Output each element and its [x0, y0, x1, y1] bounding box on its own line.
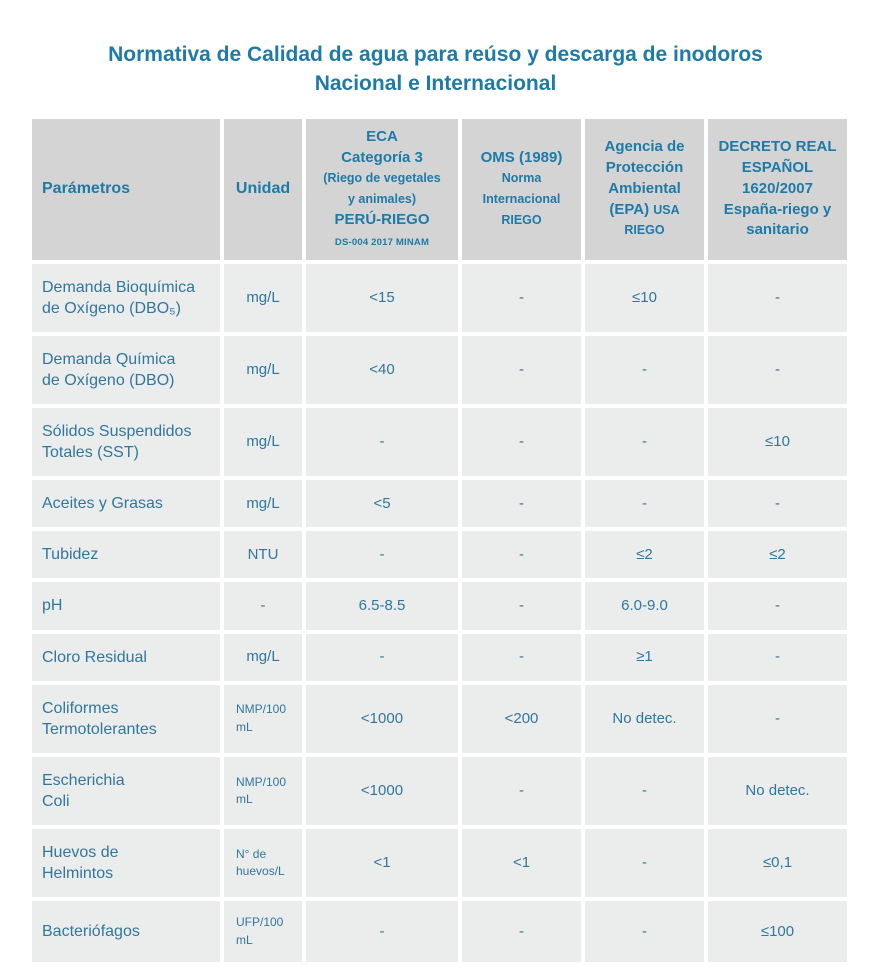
header-line: ECA	[366, 127, 398, 145]
value-cell-epa-usa: ≤2	[585, 531, 704, 578]
parameter-cell: Coliformes Termotolerantes	[32, 685, 220, 753]
table-row	[32, 685, 847, 753]
value-cell-decreto-espanol: ≤2	[708, 531, 847, 578]
table-row	[32, 829, 847, 897]
value-cell-oms: <1	[462, 829, 581, 897]
table-body	[32, 264, 847, 963]
header-line: y animales)	[347, 192, 417, 207]
value-cell-decreto-espanol: ≤0,1	[708, 829, 847, 897]
header-line: España-riego y	[723, 200, 832, 218]
header-line: PERÚ-RIEGO	[334, 210, 430, 228]
value-cell-oms: -	[462, 531, 581, 578]
table-row	[32, 480, 847, 527]
parameter-cell: Huevos de Helmintos	[32, 829, 220, 897]
table-row	[32, 408, 847, 476]
value-cell-epa-usa: 6.0-9.0	[585, 582, 704, 629]
header-line: Unidad	[235, 179, 291, 197]
parameter-cell: pH	[32, 582, 220, 629]
parameter-cell: Bacteriófagos	[32, 901, 220, 962]
value-cell-decreto-espanol: -	[708, 582, 847, 629]
value-cell-eca-peru: -	[306, 634, 458, 681]
header-line: Agencia de	[604, 138, 685, 156]
value-cell-eca-peru: <1000	[306, 757, 458, 825]
value-cell-decreto-espanol: -	[708, 480, 847, 527]
unit-cell: NMP/100 mL	[224, 757, 302, 825]
value-cell-decreto-espanol: -	[708, 336, 847, 404]
header-line: Protección	[605, 158, 684, 176]
unit-cell: NTU	[224, 531, 302, 578]
standards-table	[28, 115, 851, 966]
table-row	[32, 531, 847, 578]
unit-cell: mg/L	[224, 336, 302, 404]
parameter-cell: Sólidos Suspendidos Totales (SST)	[32, 408, 220, 476]
value-cell-oms: -	[462, 634, 581, 681]
page-title	[30, 40, 841, 99]
header-line: Parámetros	[42, 179, 131, 197]
value-cell-decreto-espanol: -	[708, 634, 847, 681]
value-cell-epa-usa: No detec.	[585, 685, 704, 753]
header-cell-decreto-espanol	[708, 119, 847, 260]
table-row	[32, 264, 847, 332]
page-title-line-2: Nacional e Internacional	[314, 72, 557, 96]
value-cell-epa-usa: -	[585, 336, 704, 404]
header-line: Norma	[501, 171, 542, 186]
parameter-cell: Cloro Residual	[32, 634, 220, 681]
value-cell-eca-peru: <15	[306, 264, 458, 332]
value-cell-oms: -	[462, 582, 581, 629]
value-cell-decreto-espanol: -	[708, 685, 847, 753]
value-cell-oms: -	[462, 757, 581, 825]
value-cell-decreto-espanol: No detec.	[708, 757, 847, 825]
value-cell-eca-peru: -	[306, 901, 458, 962]
page-title-line-1: Normativa de Calidad de agua para reúso y descarga de inodoros	[108, 43, 763, 66]
table-row	[32, 757, 847, 825]
value-cell-eca-peru: <1000	[306, 685, 458, 753]
header-line: 1620/2007	[742, 179, 813, 197]
parameter-cell: Demanda Química de Oxígeno (DBO)	[32, 336, 220, 404]
header-line: OMS (1989)	[480, 148, 563, 166]
header-line: ESPAÑOL	[741, 158, 814, 176]
header-line: Ambiental	[608, 179, 681, 197]
header-cell-unidad	[224, 119, 302, 260]
header-line: DECRETO REAL	[718, 138, 837, 156]
unit-cell: mg/L	[224, 264, 302, 332]
value-cell-eca-peru: <40	[306, 336, 458, 404]
header-cell-oms	[462, 119, 581, 260]
value-cell-epa-usa: -	[585, 829, 704, 897]
value-cell-eca-peru: <5	[306, 480, 458, 527]
value-cell-epa-usa: -	[585, 901, 704, 962]
parameter-cell: Demanda Bioquímica de Oxígeno (DBO₅)	[32, 264, 220, 332]
table-row	[32, 634, 847, 681]
header-line: (Riego de vegetales	[323, 171, 441, 186]
header-row	[32, 119, 847, 260]
header-cell-eca-peru	[306, 119, 458, 260]
unit-cell: UFP/100 mL	[224, 901, 302, 962]
value-cell-epa-usa: ≤10	[585, 264, 704, 332]
value-cell-decreto-espanol: -	[708, 264, 847, 332]
value-cell-oms: -	[462, 336, 581, 404]
header-line: RIEGO	[624, 223, 665, 238]
value-cell-epa-usa: -	[585, 757, 704, 825]
value-cell-oms: -	[462, 480, 581, 527]
value-cell-oms: -	[462, 901, 581, 962]
value-cell-eca-peru: -	[306, 531, 458, 578]
value-cell-epa-usa: -	[585, 480, 704, 527]
header-line: Internacional	[482, 192, 561, 207]
header-line: sanitario	[746, 221, 809, 239]
unit-cell: mg/L	[224, 634, 302, 681]
value-cell-eca-peru: -	[306, 408, 458, 476]
value-cell-decreto-espanol: ≤10	[708, 408, 847, 476]
parameter-cell: Tubidez	[32, 531, 220, 578]
value-cell-epa-usa: -	[585, 408, 704, 476]
header-cell-epa-usa	[585, 119, 704, 260]
unit-cell: mg/L	[224, 480, 302, 527]
parameter-cell: Aceites y Grasas	[32, 480, 220, 527]
parameter-cell: Escherichia Coli	[32, 757, 220, 825]
table-row	[32, 336, 847, 404]
unit-cell: N° de huevos/L	[224, 829, 302, 897]
header-line: DS-004 2017 MINAM	[334, 236, 430, 248]
value-cell-eca-peru: <1	[306, 829, 458, 897]
value-cell-eca-peru: 6.5-8.5	[306, 582, 458, 629]
value-cell-decreto-espanol: ≤100	[708, 901, 847, 962]
unit-cell: -	[224, 582, 302, 629]
value-cell-oms: -	[462, 408, 581, 476]
header-line: (EPA) USA	[609, 200, 680, 218]
value-cell-epa-usa: ≥1	[585, 634, 704, 681]
value-cell-oms: -	[462, 264, 581, 332]
unit-cell: mg/L	[224, 408, 302, 476]
value-cell-oms: <200	[462, 685, 581, 753]
header-cell-parametros	[32, 119, 220, 260]
unit-cell: NMP/100 mL	[224, 685, 302, 753]
table-row	[32, 582, 847, 629]
table-row	[32, 901, 847, 962]
header-line: RIEGO	[501, 212, 542, 227]
header-line: Categoría 3	[341, 148, 423, 166]
